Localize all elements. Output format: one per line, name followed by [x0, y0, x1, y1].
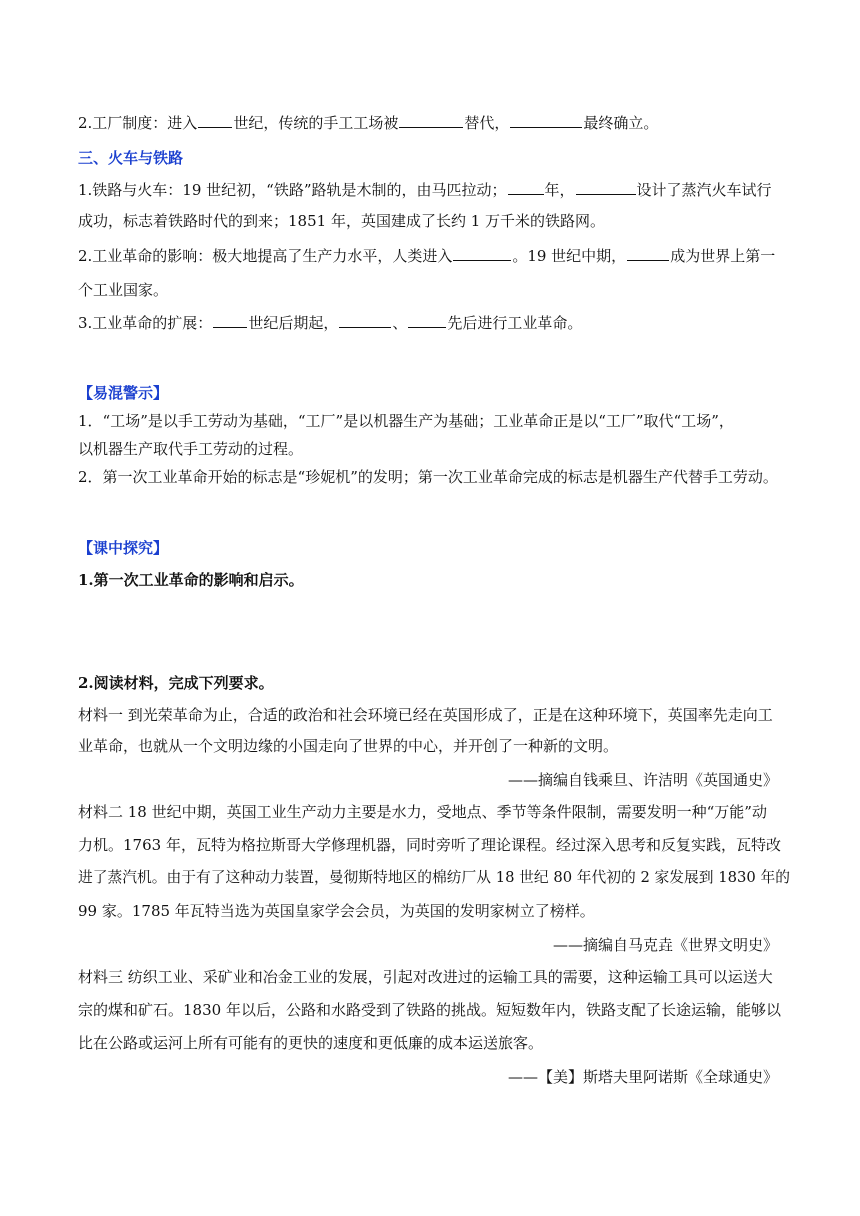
material-2-line3: 进了蒸汽机。由于有了这种动力装置，曼彻斯特地区的棉纺厂从 18 世纪 80 年代初的 2 家发展到 1830 年的	[78, 869, 790, 886]
section-heading-train-railway: 三、火车与铁路	[78, 149, 184, 167]
material-3-source: ——【美】斯塔夫里阿诺斯《全球通史》	[507, 1068, 778, 1086]
material-1-line1: 材料一 到光荣革命为止，合适的政治和社会环境已经在英国形成了，正是在这种环境下，英国率先走向工	[78, 706, 773, 724]
railway-item-line2: 成功，标志着铁路时代的到来；1851 年，英国建成了长约 1 万千米的铁路网。	[78, 212, 606, 230]
question-2: 2.阅读材料，完成下列要求。	[78, 674, 274, 692]
expansion-item: 3.工业革命的扩展： 世纪后期起， 、 先后进行工业革命。	[78, 314, 583, 332]
blank-century-2[interactable]	[213, 313, 247, 328]
warning-line3: 2．第一次工业革命开始的标志是“珍妮机”的发明；第一次工业革命完成的标志是机器生产代替手工劳动。	[78, 468, 778, 486]
warning-heading: 【易混警示】	[78, 384, 169, 402]
question-1: 1.第一次工业革命的影响和启示。	[78, 571, 304, 589]
material-3-line2: 宗的煤和矿石。1830 年以后，公路和水路受到了铁路的挑战。短短数年内，铁路支配了长途运输，能够以	[78, 1001, 781, 1019]
blank-inventor[interactable]	[576, 180, 636, 195]
blank-century[interactable]	[198, 113, 232, 128]
blank-era[interactable]	[453, 246, 511, 261]
material-2-line4: 99 家。1785 年瓦特当选为英国皇家学会会员，为英国的发明家树立了榜样。	[78, 902, 595, 920]
material-2-line2: 力机。1763 年，瓦特为格拉斯哥大学修理机器，同时旁听了理论课程。经过深入思考和反复实践，瓦特改	[78, 836, 781, 854]
material-2-line1: 材料二 18 世纪中期，英国工业生产动力主要是水力，受地点、季节等条件限制，需要发明一种“万能”动	[78, 803, 767, 821]
material-2-source: ——摘编自马克垚《世界文明史》	[552, 936, 778, 954]
material-3-line3: 比在公路或运河上所有可能有的更快的速度和更低廉的成本运送旅客。	[78, 1034, 544, 1052]
factory-system-item: 2.工厂制度：进入 世纪，传统的手工工场被 替代， 最终确立。	[78, 114, 659, 132]
impact-item-line1: 2.工业革命的影响：极大地提高了生产力水平，人类进入 。19 世纪中期， 成为世界上第一	[78, 247, 776, 265]
explore-heading: 【课中探究】	[78, 539, 169, 557]
blank-replacement[interactable]	[399, 113, 463, 128]
material-3-line1: 材料三 纺织工业、采矿业和冶金工业的发展，引起对改进过的运输工具的需要，这种运输工具可以运送大	[78, 968, 773, 986]
blank-country[interactable]	[627, 246, 669, 261]
railway-item-line1: 1.铁路与火车：19 世纪初，“铁路”路轨是木制的，由马匹拉动； 年， 设计了蒸汽火车试行	[78, 181, 772, 199]
material-1-line2: 业革命，也就从一个文明边缘的小国走向了世界的中心，并开创了一种新的文明。	[78, 737, 619, 755]
blank-established[interactable]	[510, 113, 582, 128]
blank-year[interactable]	[508, 180, 544, 195]
material-1-source: ——摘编自钱乘旦、许洁明《英国通史》	[507, 771, 778, 789]
impact-item-line2: 个工业国家。	[78, 281, 169, 299]
blank-country-b[interactable]	[408, 313, 446, 328]
warning-line1: 1．“工场”是以手工劳动为基础，“工厂”是以机器生产为基础；工业革命正是以“工厂”取代“工场”，	[78, 412, 734, 430]
blank-country-a[interactable]	[339, 313, 391, 328]
warning-line2: 以机器生产取代手工劳动的过程。	[78, 440, 304, 458]
